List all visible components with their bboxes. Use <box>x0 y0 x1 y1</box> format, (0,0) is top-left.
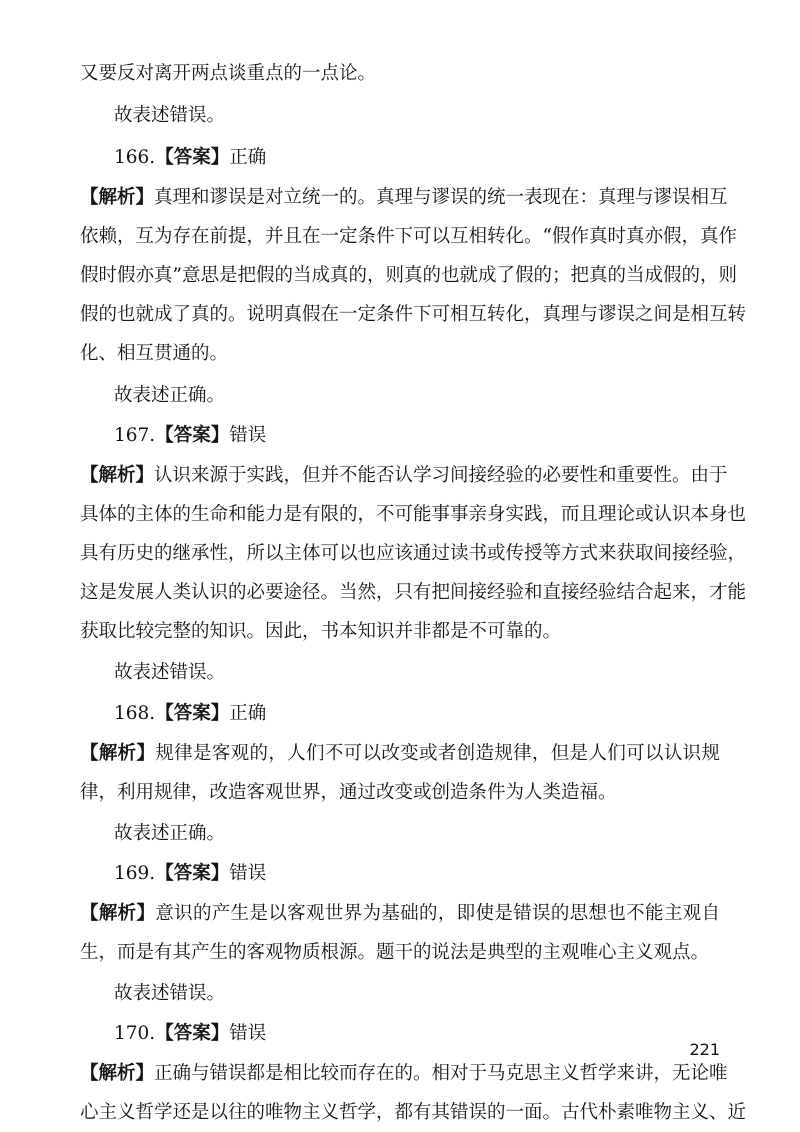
item-number: 170. <box>114 1023 156 1044</box>
analysis-line: 依赖，互为存在前提，并且在一定条件下可以互相转化。“假作真时真亦假，真作 <box>80 226 737 247</box>
analysis-line: 【解析】正确与错误都是相比较而存在的。相对于马克思主义哲学来讲，无论唯 <box>80 1063 728 1084</box>
item-number: 167. <box>114 425 156 446</box>
analysis-line: 心主义哲学还是以往的唯物主义哲学，都有其错误的一面。古代朴素唯物主义、近 <box>80 1102 747 1123</box>
analysis-line: 【解析】真理和谬误是对立统一的。真理与谬误的统一表现在：真理与谬误相互 <box>80 187 728 208</box>
answer-line-168 <box>114 702 720 726</box>
item-number: 168. <box>114 703 156 724</box>
item-number: 166. <box>114 147 156 168</box>
analysis-line: 【解析】意识的产生是以客观世界为基础的，即使是错误的思想也不能主观自 <box>80 903 720 924</box>
analysis-line: 假的也就成了真的。说明真假在一定条件下可相互转化，真理与谬误之间是相互转 <box>80 304 747 325</box>
intro-conclusion: 故表述错误。 <box>114 105 226 126</box>
conclusion-167: 故表述错误。 <box>114 662 226 683</box>
answer-line-170 <box>114 1022 720 1046</box>
analysis-line: 假时假亦真”意思是把假的当成真的，则真的也就成了假的；把真的当成假的，则 <box>80 265 737 286</box>
analysis-tag: 【解析】 <box>80 465 155 486</box>
analysis-line: 获取比较完整的知识。因此，书本知识并非都是不可靠的。 <box>80 621 562 642</box>
analysis-tag: 【解析】 <box>80 187 155 208</box>
answer-tag: 【答案】 <box>155 703 230 724</box>
answer-value: 正确 <box>229 703 267 724</box>
answer-line-169 <box>114 862 720 886</box>
answer-line-166 <box>114 146 720 170</box>
answer-tag: 【答案】 <box>155 863 230 884</box>
analysis-line: 律，利用规律，改造客观世界，通过改变或创造条件为人类造福。 <box>80 782 617 803</box>
analysis-line: 具有历史的继承性，所以主体可以也应该通过读书或传授等方式来获取间接经验， <box>80 543 747 564</box>
analysis-line: 化、相互贯通的。 <box>80 343 229 364</box>
answer-value: 正确 <box>229 147 267 168</box>
conclusion-166: 故表述正确。 <box>114 385 226 406</box>
answer-tag: 【答案】 <box>155 425 230 446</box>
conclusion-168: 故表述正确。 <box>114 823 226 844</box>
conclusion-169: 故表述错误。 <box>114 983 226 1004</box>
answer-value: 错误 <box>229 863 267 884</box>
analysis-tag: 【解析】 <box>80 743 156 764</box>
analysis-line: 【解析】认识来源于实践，但并不能否认学习间接经验的必要性和重要性。由于 <box>80 465 728 486</box>
page-number: 221 <box>689 1040 720 1059</box>
answer-line-167 <box>114 424 720 448</box>
analysis-line: 生，而是有其产生的客观物质根源。题干的说法是典型的主观唯心主义观点。 <box>80 942 710 963</box>
answer-tag: 【答案】 <box>155 147 230 168</box>
answer-value: 错误 <box>229 1023 267 1044</box>
analysis-line: 【解析】规律是客观的，人们不可以改变或者创造规律，但是人们可以认识规 <box>80 743 720 764</box>
analysis-line: 这是发展人类认识的必要途径。当然，只有把间接经验和直接经验结合起来，才能 <box>80 582 747 603</box>
analysis-tag: 【解析】 <box>80 1063 155 1084</box>
answer-value: 错误 <box>229 425 267 446</box>
analysis-tag: 【解析】 <box>80 903 156 924</box>
intro-line: 又要反对离开两点谈重点的一点论。 <box>80 63 377 84</box>
item-number: 169. <box>114 863 156 884</box>
analysis-line: 具体的主体的生命和能力是有限的，不可能事事亲身实践，而且理论或认识本身也 <box>80 504 747 525</box>
answer-tag: 【答案】 <box>155 1023 230 1044</box>
